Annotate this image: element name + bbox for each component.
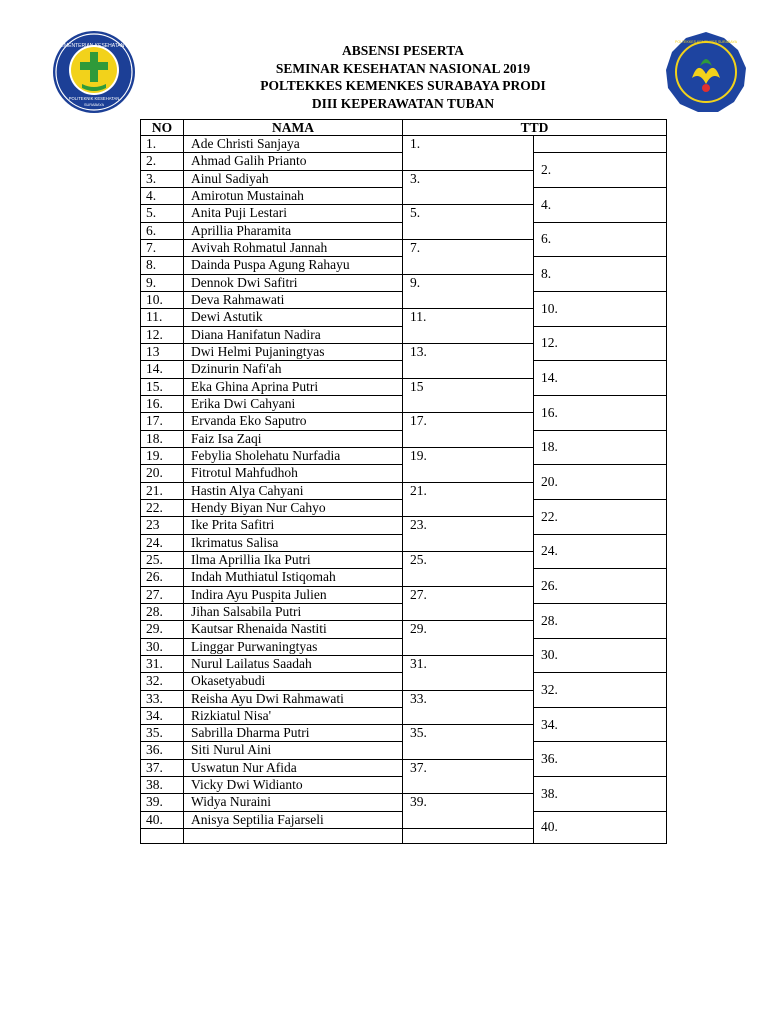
signature-cell-odd[interactable]: 3. xyxy=(403,170,534,205)
participant-name: Ainul Sadiyah xyxy=(184,170,403,187)
row-number: 40. xyxy=(141,811,184,828)
row-number: 3. xyxy=(141,170,184,187)
row-number: 1. xyxy=(141,136,184,153)
signature-cell-odd[interactable]: 25. xyxy=(403,551,534,586)
participant-name: Fitrotul Mahfudhoh xyxy=(184,465,403,482)
row-number: 38. xyxy=(141,777,184,794)
document-heading xyxy=(140,42,666,112)
row-number: 15. xyxy=(141,378,184,395)
participant-name: Anisya Septilia Fajarseli xyxy=(184,811,403,828)
row-number: 9. xyxy=(141,274,184,291)
signature-cell-odd[interactable]: 5. xyxy=(403,205,534,240)
participant-name: Deva Rahmawati xyxy=(184,291,403,308)
signature-cell-even[interactable]: 22. xyxy=(534,499,667,534)
signature-cell-odd[interactable]: 23. xyxy=(403,517,534,552)
row-number: 21. xyxy=(141,482,184,499)
signature-cell-even[interactable]: 36. xyxy=(534,742,667,777)
participant-name: Febylia Sholehatu Nurfadia xyxy=(184,447,403,464)
signature-cell-odd[interactable]: 33. xyxy=(403,690,534,725)
row-number: 22. xyxy=(141,499,184,516)
participant-name: Hendy Biyan Nur Cahyo xyxy=(184,499,403,516)
row-number: 37. xyxy=(141,759,184,776)
row-number: 12. xyxy=(141,326,184,343)
attendance-table xyxy=(140,119,667,844)
left-logo-top-text: KEMENTERIAN KESEHATAN RI xyxy=(57,43,131,49)
participant-name: Dennok Dwi Safitri xyxy=(184,274,403,291)
signature-cell-odd[interactable]: 39. xyxy=(403,794,534,829)
table-row xyxy=(141,136,667,153)
participant-name: Jihan Salsabila Putri xyxy=(184,603,403,620)
header-nama: NAMA xyxy=(184,120,403,136)
row-number: 25. xyxy=(141,551,184,568)
signature-cell-even[interactable]: 8. xyxy=(534,257,667,292)
participant-name: Reisha Ayu Dwi Rahmawati xyxy=(184,690,403,707)
row-number: 10. xyxy=(141,291,184,308)
row-number: 5. xyxy=(141,205,184,222)
blank-cell xyxy=(141,829,184,844)
participant-name: Sabrilla Dharma Putri xyxy=(184,725,403,742)
row-number: 27. xyxy=(141,586,184,603)
heading-line-1: ABSENSI PESERTA xyxy=(342,43,464,58)
signature-cell-blank xyxy=(534,136,667,153)
poltekkes-logo xyxy=(664,30,748,114)
participant-name: Ilma Aprillia Ika Putri xyxy=(184,551,403,568)
heading-line-3: POLTEKKES KEMENKES SURABAYA PRODI xyxy=(260,78,546,93)
row-number: 31. xyxy=(141,655,184,672)
participant-name: Avivah Rohmatul Jannah xyxy=(184,239,403,256)
participant-name: Indira Ayu Puspita Julien xyxy=(184,586,403,603)
header-no: NO xyxy=(141,120,184,136)
participant-name: Dzinurin Nafi'ah xyxy=(184,361,403,378)
row-number: 34. xyxy=(141,707,184,724)
signature-cell-odd[interactable]: 15 xyxy=(403,378,534,413)
signature-cell-odd[interactable]: 27. xyxy=(403,586,534,621)
row-number: 19. xyxy=(141,447,184,464)
signature-cell-even[interactable]: 2. xyxy=(534,153,667,188)
row-number: 8. xyxy=(141,257,184,274)
row-number: 14. xyxy=(141,361,184,378)
row-number: 33. xyxy=(141,690,184,707)
signature-cell-even[interactable]: 10. xyxy=(534,291,667,326)
participant-name: Kautsar Rhenaida Nastiti xyxy=(184,621,403,638)
signature-cell-even[interactable]: 32. xyxy=(534,673,667,708)
row-number: 18. xyxy=(141,430,184,447)
signature-cell-odd[interactable]: 11. xyxy=(403,309,534,344)
signature-cell-even[interactable]: 30. xyxy=(534,638,667,673)
participant-name: Widya Nuraini xyxy=(184,794,403,811)
participant-name: Dainda Puspa Agung Rahayu xyxy=(184,257,403,274)
participant-name: Dewi Astutik xyxy=(184,309,403,326)
participant-name: Aprillia Pharamita xyxy=(184,222,403,239)
participant-name: Siti Nurul Aini xyxy=(184,742,403,759)
row-number: 17. xyxy=(141,413,184,430)
participant-name: Nurul Lailatus Saadah xyxy=(184,655,403,672)
participant-name: Ike Prita Safitri xyxy=(184,517,403,534)
row-number: 36. xyxy=(141,742,184,759)
participant-name: Hastin Alya Cahyani xyxy=(184,482,403,499)
blank-cell xyxy=(184,829,403,844)
table-header-row xyxy=(141,120,667,136)
participant-name: Ahmad Galih Prianto xyxy=(184,153,403,170)
row-number: 35. xyxy=(141,725,184,742)
participant-name: Diana Hanifatun Nadira xyxy=(184,326,403,343)
signature-cell-even[interactable]: 12. xyxy=(534,326,667,361)
signature-cell-odd[interactable]: 31. xyxy=(403,655,534,690)
row-number: 26. xyxy=(141,569,184,586)
signature-cell-odd[interactable]: 13. xyxy=(403,343,534,378)
signature-cell-even[interactable]: 40. xyxy=(534,811,667,843)
signature-cell-even[interactable]: 4. xyxy=(534,187,667,222)
participant-name: Rizkiatul Nisa' xyxy=(184,707,403,724)
header-ttd: TTD xyxy=(403,120,667,136)
row-number: 2. xyxy=(141,153,184,170)
row-number: 16. xyxy=(141,395,184,412)
row-number: 30. xyxy=(141,638,184,655)
row-number: 32. xyxy=(141,673,184,690)
signature-cell-odd[interactable]: 35. xyxy=(403,725,534,760)
row-number: 23 xyxy=(141,517,184,534)
signature-cell-odd[interactable]: 1. xyxy=(403,136,534,171)
signature-cell-odd[interactable]: 29. xyxy=(403,621,534,656)
blank-cell xyxy=(403,829,534,844)
row-number: 39. xyxy=(141,794,184,811)
participant-name: Ade Christi Sanjaya xyxy=(184,136,403,153)
signature-cell-odd[interactable]: 37. xyxy=(403,759,534,794)
participant-name: Okasetyabudi xyxy=(184,673,403,690)
row-number: 6. xyxy=(141,222,184,239)
participant-name: Ervanda Eko Saputro xyxy=(184,413,403,430)
row-number: 4. xyxy=(141,187,184,204)
heading-line-2: SEMINAR KESEHATAN NASIONAL 2019 xyxy=(275,60,531,76)
signature-cell-even[interactable]: 18. xyxy=(534,430,667,465)
row-number: 11. xyxy=(141,309,184,326)
row-number: 28. xyxy=(141,603,184,620)
participant-name: Ikrimatus Salisa xyxy=(184,534,403,551)
participant-name: Amirotun Mustainah xyxy=(184,187,403,204)
attendance-rows xyxy=(141,136,667,844)
row-number: 24. xyxy=(141,534,184,551)
signature-cell-even[interactable]: 28. xyxy=(534,603,667,638)
signature-cell-odd[interactable]: 7. xyxy=(403,239,534,274)
signature-cell-odd[interactable]: 21. xyxy=(403,482,534,517)
row-number: 13 xyxy=(141,343,184,360)
signature-cell-even[interactable]: 14. xyxy=(534,361,667,396)
row-number: 29. xyxy=(141,621,184,638)
left-logo-bottom-text: POLITEKNIK KESEHATAN xyxy=(68,96,120,101)
left-logo-city-text: SURABAYA xyxy=(83,103,105,107)
signature-cell-odd[interactable]: 17. xyxy=(403,413,534,448)
participant-name: Dwi Helmi Pujaningtyas xyxy=(184,343,403,360)
signature-cell-even[interactable]: 20. xyxy=(534,465,667,500)
signature-cell-odd[interactable]: 9. xyxy=(403,274,534,309)
signature-cell-even[interactable]: 16. xyxy=(534,395,667,430)
participant-name: Indah Muthiatul Istiqomah xyxy=(184,569,403,586)
row-number: 7. xyxy=(141,239,184,256)
participant-name: Uswatun Nur Afida xyxy=(184,759,403,776)
signature-cell-even[interactable]: 38. xyxy=(534,777,667,812)
signature-cell-even[interactable]: 34. xyxy=(534,707,667,742)
signature-cell-even[interactable]: 24. xyxy=(534,534,667,569)
participant-name: Anita Puji Lestari xyxy=(184,205,403,222)
participant-name: Vicky Dwi Widianto xyxy=(184,777,403,794)
kemenkes-logo xyxy=(52,30,136,114)
signature-cell-odd[interactable]: 19. xyxy=(403,447,534,482)
signature-cell-even[interactable]: 6. xyxy=(534,222,667,257)
row-number: 20. xyxy=(141,465,184,482)
heading-line-4: DIII KEPERAWATAN TUBAN xyxy=(311,95,495,111)
participant-name: Linggar Purwaningtyas xyxy=(184,638,403,655)
participant-name: Erika Dwi Cahyani xyxy=(184,395,403,412)
signature-cell-even[interactable]: 26. xyxy=(534,569,667,604)
participant-name: Eka Ghina Aprina Putri xyxy=(184,378,403,395)
participant-name: Faiz Isa Zaqi xyxy=(184,430,403,447)
right-logo-text: POLTEKKES KEMENKES SURABAYA xyxy=(674,40,738,44)
